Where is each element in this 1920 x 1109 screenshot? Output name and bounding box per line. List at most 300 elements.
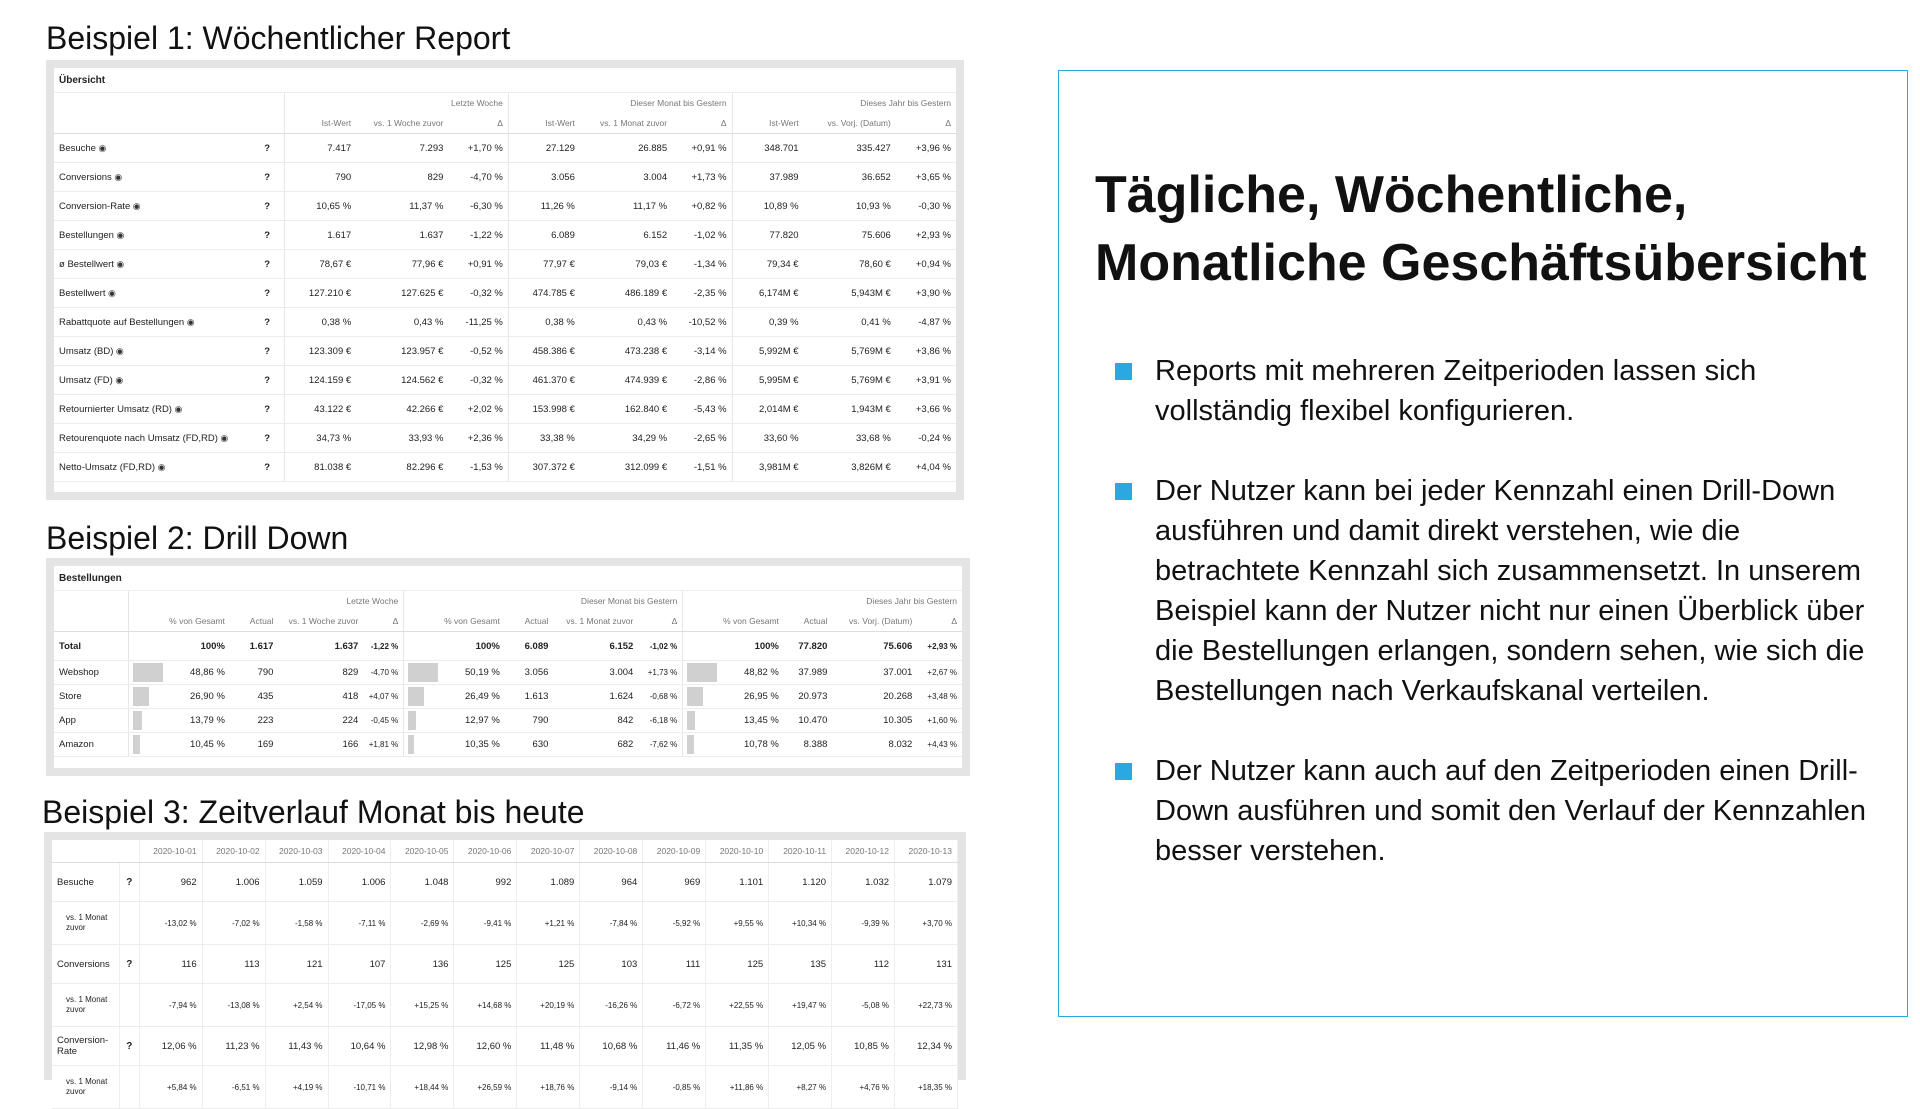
report-3-screenshot	[44, 832, 966, 1096]
table-cell: 1.624	[553, 685, 638, 709]
column-header: % von Gesamt	[129, 611, 230, 632]
table-cell: 12,34 %	[895, 1027, 958, 1066]
metric-name: ø Bestellwert	[59, 258, 114, 270]
table-cell: 127.210 €	[285, 279, 357, 308]
row-label[interactable]: Conversion-Rate	[52, 1027, 119, 1066]
table-cell: 224	[278, 709, 363, 733]
column-header: Δ	[672, 113, 732, 134]
metric-label[interactable]	[54, 192, 250, 221]
column-header: Ist-Wert	[285, 113, 357, 134]
row-label[interactable]: Conversions	[52, 945, 119, 984]
spacer	[52, 840, 139, 863]
bullet-text: Der Nutzer kann auch auf den Zeitperioden einen Drill-Down ausführen und somit den Verlauf der Kennzahlen besser verstehen.	[1155, 755, 1866, 867]
share-value: 12,97 %	[465, 715, 500, 726]
eye-icon[interactable]: ◉	[105, 287, 116, 298]
table-cell: 5,769M €	[804, 337, 896, 366]
eye-icon[interactable]: ◉	[171, 403, 183, 414]
table-cell: 127.625 €	[356, 279, 448, 308]
table-cell: +4,04 %	[896, 453, 956, 482]
table-cell: 1.617	[285, 221, 357, 250]
table-cell: -6,72 %	[643, 984, 706, 1027]
table-cell: 124.562 €	[356, 366, 448, 395]
column-header: Ist-Wert	[732, 113, 804, 134]
table-cell: 10.470	[784, 709, 833, 733]
table-row	[52, 945, 958, 984]
table-cell: +2,67 %	[917, 661, 962, 685]
row-label[interactable]: vs. 1 Monat zuvor	[52, 902, 119, 945]
help-icon[interactable]: ?	[250, 163, 285, 192]
metric-label[interactable]	[54, 163, 250, 192]
eye-icon[interactable]: ◉	[130, 200, 141, 211]
table-cell: 790	[230, 661, 279, 685]
table-cell: 79,03 €	[580, 250, 672, 279]
table-cell: -2,35 %	[672, 279, 732, 308]
table-cell: 0,43 %	[580, 308, 672, 337]
table-cell: +18,35 %	[895, 1066, 958, 1109]
row-label[interactable]: vs. 1 Monat zuvor	[52, 1066, 119, 1109]
spacer	[119, 1066, 139, 1109]
table-cell: 81.038 €	[285, 453, 357, 482]
table-cell: 33,93 %	[356, 424, 448, 453]
report-2-screenshot	[46, 558, 970, 776]
eye-icon[interactable]: ◉	[95, 142, 107, 153]
metric-name: Retourenquote nach Umsatz (FD,RD)	[59, 432, 218, 444]
metric-label[interactable]	[54, 279, 250, 308]
table-row	[54, 192, 956, 221]
panel-heading	[1095, 161, 1867, 297]
share-value: 100%	[754, 640, 779, 652]
table-cell: 26.885	[580, 134, 672, 163]
report-1-screenshot	[46, 60, 964, 500]
share-cell	[404, 733, 505, 757]
table-cell: 0,43 %	[356, 308, 448, 337]
column-header: Actual	[505, 611, 554, 632]
example-3-title: Beispiel 3: Zeitverlauf Monat bis heute	[42, 794, 585, 830]
share-cell	[683, 632, 784, 661]
share-value: 100%	[475, 640, 500, 652]
table-cell: -2,86 %	[672, 366, 732, 395]
table-cell: 10,65 %	[285, 192, 357, 221]
table-cell: -1,53 %	[448, 453, 508, 482]
table-cell: 10,68 %	[580, 1027, 643, 1066]
table-cell: +5,84 %	[139, 1066, 202, 1109]
table-cell: +1,70 %	[448, 134, 508, 163]
table-cell: -6,18 %	[638, 709, 682, 733]
table-cell: -1,22 %	[448, 221, 508, 250]
table-cell: 10,85 %	[832, 1027, 895, 1066]
metric-name: Netto-Umsatz (FD,RD)	[59, 461, 156, 473]
metric-label[interactable]	[54, 424, 250, 453]
table-cell: -4,70 %	[363, 661, 403, 685]
bullet-item	[1115, 471, 1875, 711]
table-cell: 10,64 %	[328, 1027, 391, 1066]
channel-label[interactable]: App	[54, 709, 129, 733]
table-cell: +2,02 %	[448, 395, 508, 424]
metric-label[interactable]	[54, 395, 250, 424]
share-value: 26,49 %	[465, 691, 500, 702]
table-cell: 11,17 %	[580, 192, 672, 221]
table-cell: -0,68 %	[638, 685, 682, 709]
column-header: vs. Vorj. (Datum)	[804, 113, 896, 134]
table-cell: 75.606	[832, 632, 917, 661]
table-row	[54, 632, 962, 661]
table-cell: +9,55 %	[706, 902, 769, 945]
table-cell: 790	[285, 163, 357, 192]
table-title: Bestellungen	[59, 572, 122, 584]
share-bar	[133, 711, 141, 730]
table-cell: -13,02 %	[139, 902, 202, 945]
table-cell: -9,39 %	[832, 902, 895, 945]
table-row	[54, 221, 956, 250]
date-header: 2020-10-12	[832, 840, 895, 863]
help-icon[interactable]: ?	[250, 221, 285, 250]
table-row	[54, 308, 956, 337]
channel-label[interactable]: Amazon	[54, 733, 129, 757]
table-cell: +3,65 %	[896, 163, 956, 192]
table-cell: +2,93 %	[896, 221, 956, 250]
table-cell: +4,19 %	[265, 1066, 328, 1109]
table-cell: -16,26 %	[580, 984, 643, 1027]
share-bar	[408, 663, 438, 682]
share-bar	[408, 711, 416, 730]
table-cell: 11,48 %	[517, 1027, 580, 1066]
table-cell: -7,11 %	[328, 902, 391, 945]
table-cell: 34,29 %	[580, 424, 672, 453]
column-header: vs. 1 Woche zuvor	[278, 611, 363, 632]
bullet-text: Reports mit mehreren Zeitperioden lassen sich vollständig flexibel konfigurieren.	[1155, 355, 1757, 427]
eye-icon[interactable]: ◉	[217, 432, 229, 443]
help-icon[interactable]: ?	[250, 424, 285, 453]
table-cell: 12,06 %	[139, 1027, 202, 1066]
table-cell: 1.079	[895, 863, 958, 902]
table-cell: 77.820	[732, 221, 804, 250]
table-cell: 27.129	[508, 134, 580, 163]
date-header: 2020-10-06	[454, 840, 517, 863]
period-header: Dieser Monat bis Gestern	[404, 591, 683, 612]
table-cell: 37.001	[832, 661, 917, 685]
table-cell: -7,62 %	[638, 733, 682, 757]
table-row	[54, 661, 962, 685]
table-cell: 1,943M €	[804, 395, 896, 424]
table-cell: 20.973	[784, 685, 833, 709]
table-cell: 962	[139, 863, 202, 902]
table-cell: 1.617	[230, 632, 279, 661]
table-row	[54, 453, 956, 482]
share-value: 10,45 %	[190, 739, 225, 750]
table-cell: -7,94 %	[139, 984, 202, 1027]
column-header: Δ	[917, 611, 962, 632]
table-cell: 33,60 %	[732, 424, 804, 453]
metric-label[interactable]	[54, 366, 250, 395]
bullet-item	[1115, 751, 1875, 871]
table-cell: +15,25 %	[391, 984, 454, 1027]
channel-label[interactable]: Total	[54, 632, 129, 661]
table-cell: -10,71 %	[328, 1066, 391, 1109]
table-cell: 3.004	[553, 661, 638, 685]
share-bar	[133, 735, 139, 754]
table-cell: 1.032	[832, 863, 895, 902]
table-cell: +3,66 %	[896, 395, 956, 424]
table-cell: 162.840 €	[580, 395, 672, 424]
table-cell: 5,943M €	[804, 279, 896, 308]
table-cell: +20,19 %	[517, 984, 580, 1027]
table-cell: -2,69 %	[391, 902, 454, 945]
column-header: vs. 1 Woche zuvor	[356, 113, 448, 134]
column-header: Δ	[448, 113, 508, 134]
table-cell: +2,54 %	[265, 984, 328, 1027]
column-header: Actual	[784, 611, 833, 632]
table-cell: 12,60 %	[454, 1027, 517, 1066]
help-icon[interactable]: ?	[250, 192, 285, 221]
share-value: 26,95 %	[744, 691, 779, 702]
eye-icon[interactable]: ◉	[113, 345, 124, 356]
table-cell: 125	[517, 945, 580, 984]
eye-icon[interactable]: ◉	[111, 171, 123, 182]
table-cell: 11,26 %	[508, 192, 580, 221]
table-cell: 0,38 %	[285, 308, 357, 337]
table-cell: 78,67 €	[285, 250, 357, 279]
metric-label[interactable]	[54, 134, 250, 163]
table-cell: 11,43 %	[265, 1027, 328, 1066]
table-cell: 335.427	[804, 134, 896, 163]
table-cell: -17,05 %	[328, 984, 391, 1027]
spacer	[54, 93, 285, 114]
table-cell: -7,02 %	[202, 902, 265, 945]
table-cell: 125	[454, 945, 517, 984]
table-cell: +11,86 %	[706, 1066, 769, 1109]
table-row	[54, 395, 956, 424]
table-cell: 3.004	[580, 163, 672, 192]
table-cell: 36.652	[804, 163, 896, 192]
share-value: 13,79 %	[190, 715, 225, 726]
table-title: Übersicht	[59, 74, 106, 86]
table-cell: -9,41 %	[454, 902, 517, 945]
table-cell: 75.606	[804, 221, 896, 250]
channel-label[interactable]: Webshop	[54, 661, 129, 685]
eye-icon[interactable]: ◉	[113, 258, 125, 269]
table-cell: 7.293	[356, 134, 448, 163]
table-cell: 1.089	[517, 863, 580, 902]
share-cell	[683, 661, 784, 685]
table-cell: 474.939 €	[580, 366, 672, 395]
table-cell: -11,25 %	[448, 308, 508, 337]
table-cell: 136	[391, 945, 454, 984]
panel-heading-line-1: Tägliche, Wöchentliche,	[1095, 166, 1688, 224]
table-cell: 6,174M €	[732, 279, 804, 308]
table-cell: 992	[454, 863, 517, 902]
table-cell: +3,48 %	[917, 685, 962, 709]
help-icon[interactable]: ?	[250, 395, 285, 424]
table-cell: +22,73 %	[895, 984, 958, 1027]
metric-name: Rabattquote auf Bestellungen	[59, 316, 185, 328]
eye-icon[interactable]: ◉	[155, 461, 166, 472]
share-bar	[133, 687, 149, 706]
help-icon[interactable]: ?	[250, 366, 285, 395]
table-cell: +4,43 %	[917, 733, 962, 757]
table-cell: +2,36 %	[448, 424, 508, 453]
share-value: 48,86 %	[190, 667, 225, 678]
table-cell: 1.120	[769, 863, 832, 902]
table-cell: 111	[643, 945, 706, 984]
table-row	[52, 902, 958, 945]
table-cell: -1,34 %	[672, 250, 732, 279]
table-cell: 829	[356, 163, 448, 192]
column-header: % von Gesamt	[683, 611, 784, 632]
table-cell: -10,52 %	[672, 308, 732, 337]
column-header: Δ	[638, 611, 682, 632]
share-value: 13,45 %	[744, 715, 779, 726]
table-cell: 1.059	[265, 863, 328, 902]
table-cell: +19,47 %	[769, 984, 832, 1027]
help-icon[interactable]: ?	[119, 945, 139, 984]
example-1-title: Beispiel 1: Wöchentlicher Report	[46, 20, 511, 56]
metric-name: Bestellwert	[59, 287, 106, 299]
help-icon[interactable]: ?	[250, 250, 285, 279]
table-cell: -1,51 %	[672, 453, 732, 482]
bullet-text: Der Nutzer kann bei jeder Kennzahl einen Drill-Down ausführen und damit direkt verstehen, wie die betrachtete Kennzahl sich zusammensetzt. In unserem Beispiel kann der Nutzer nicht nur einen Überblick über die Bestellungen erlangen, sondern sehen, wie sich die Bestellungen nach Verkaufskanal verteilen.	[1155, 475, 1865, 707]
eye-icon[interactable]: ◉	[112, 374, 124, 385]
table-cell: 829	[278, 661, 363, 685]
table-cell: -6,51 %	[202, 1066, 265, 1109]
table-cell: -13,08 %	[202, 984, 265, 1027]
column-header: % von Gesamt	[404, 611, 505, 632]
date-header: 2020-10-13	[895, 840, 958, 863]
column-header: Δ	[896, 113, 956, 134]
example-2-title: Beispiel 2: Drill Down	[46, 520, 349, 556]
help-icon[interactable]: ?	[250, 453, 285, 482]
share-value: 48,82 %	[744, 667, 779, 678]
share-cell	[129, 685, 230, 709]
table-cell: 131	[895, 945, 958, 984]
table-cell: 1.006	[328, 863, 391, 902]
table-cell: +3,86 %	[896, 337, 956, 366]
table-cell: -5,43 %	[672, 395, 732, 424]
table-cell: -0,45 %	[363, 709, 403, 733]
table-cell: +0,91 %	[672, 134, 732, 163]
table-cell: 3.056	[508, 163, 580, 192]
table-cell: 842	[553, 709, 638, 733]
table-cell: +3,90 %	[896, 279, 956, 308]
table-row	[52, 1027, 958, 1066]
table-cell: +1,60 %	[917, 709, 962, 733]
help-icon[interactable]: ?	[119, 863, 139, 902]
date-header: 2020-10-10	[706, 840, 769, 863]
metric-name: Retournierter Umsatz (RD)	[59, 403, 172, 415]
share-bar	[408, 687, 424, 706]
table-cell: +10,34 %	[769, 902, 832, 945]
table-cell: +1,73 %	[638, 661, 682, 685]
table-cell: 103	[580, 945, 643, 984]
metric-name: Conversion-Rate	[59, 200, 131, 212]
bullet-list	[1115, 351, 1875, 911]
share-cell	[683, 685, 784, 709]
share-value: 100%	[200, 640, 225, 652]
column-header: Actual	[230, 611, 279, 632]
spacer	[119, 984, 139, 1027]
table-cell: -0,32 %	[448, 366, 508, 395]
table-cell: 1.613	[505, 685, 554, 709]
share-bar	[687, 663, 716, 682]
table-cell: 135	[769, 945, 832, 984]
table-cell: 166	[278, 733, 363, 757]
bullet-square-icon	[1115, 763, 1132, 780]
date-header: 2020-10-08	[580, 840, 643, 863]
column-header: Ist-Wert	[508, 113, 580, 134]
table-cell: 34,73 %	[285, 424, 357, 453]
table-cell: 12,98 %	[391, 1027, 454, 1066]
table-cell: 1.101	[706, 863, 769, 902]
metric-label[interactable]	[54, 250, 250, 279]
table-cell: 77,97 €	[508, 250, 580, 279]
share-value: 50,19 %	[465, 667, 500, 678]
help-icon[interactable]: ?	[250, 134, 285, 163]
row-label[interactable]: Besuche	[52, 863, 119, 902]
row-label[interactable]: vs. 1 Monat zuvor	[52, 984, 119, 1027]
table-row	[54, 709, 962, 733]
table-cell: 5,769M €	[804, 366, 896, 395]
table-cell: +8,27 %	[769, 1066, 832, 1109]
share-cell	[129, 661, 230, 685]
table-row	[52, 984, 958, 1027]
table-cell: 116	[139, 945, 202, 984]
table-cell: 10.305	[832, 709, 917, 733]
table-cell: 1.006	[202, 863, 265, 902]
table-cell: 33,68 %	[804, 424, 896, 453]
metric-label[interactable]	[54, 221, 250, 250]
table-cell: +1,73 %	[672, 163, 732, 192]
help-icon[interactable]: ?	[250, 308, 285, 337]
metric-label[interactable]	[54, 453, 250, 482]
channel-label[interactable]: Store	[54, 685, 129, 709]
table-row	[52, 1066, 958, 1109]
eye-icon[interactable]: ◉	[184, 316, 195, 327]
table-cell: -1,02 %	[638, 632, 682, 661]
date-header: 2020-10-09	[643, 840, 706, 863]
table-cell: +0,91 %	[448, 250, 508, 279]
table-cell: 1.637	[278, 632, 363, 661]
share-value: 26,90 %	[190, 691, 225, 702]
share-cell	[404, 709, 505, 733]
table-cell: 630	[505, 733, 554, 757]
help-icon[interactable]: ?	[250, 337, 285, 366]
drilldown-table	[54, 566, 962, 757]
table-cell: -1,22 %	[363, 632, 403, 661]
share-bar	[133, 663, 162, 682]
overview-table	[54, 68, 956, 482]
date-header: 2020-10-11	[769, 840, 832, 863]
table-cell: -5,08 %	[832, 984, 895, 1027]
table-cell: +3,70 %	[895, 902, 958, 945]
table-cell: -0,85 %	[643, 1066, 706, 1109]
metric-label[interactable]	[54, 337, 250, 366]
table-cell: +22,55 %	[706, 984, 769, 1027]
period-header: Dieser Monat bis Gestern	[508, 93, 732, 114]
table-cell: -0,52 %	[448, 337, 508, 366]
eye-icon[interactable]: ◉	[113, 229, 125, 240]
table-cell: 10,89 %	[732, 192, 804, 221]
table-cell: 169	[230, 733, 279, 757]
column-header: vs. 1 Monat zuvor	[580, 113, 672, 134]
share-bar	[687, 735, 693, 754]
help-icon[interactable]: ?	[250, 279, 285, 308]
table-cell: +4,07 %	[363, 685, 403, 709]
table-cell: 37.989	[784, 661, 833, 685]
table-cell: 82.296 €	[356, 453, 448, 482]
metric-label[interactable]	[54, 308, 250, 337]
help-icon[interactable]: ?	[119, 1027, 139, 1066]
table-cell: 11,46 %	[643, 1027, 706, 1066]
share-cell	[404, 685, 505, 709]
